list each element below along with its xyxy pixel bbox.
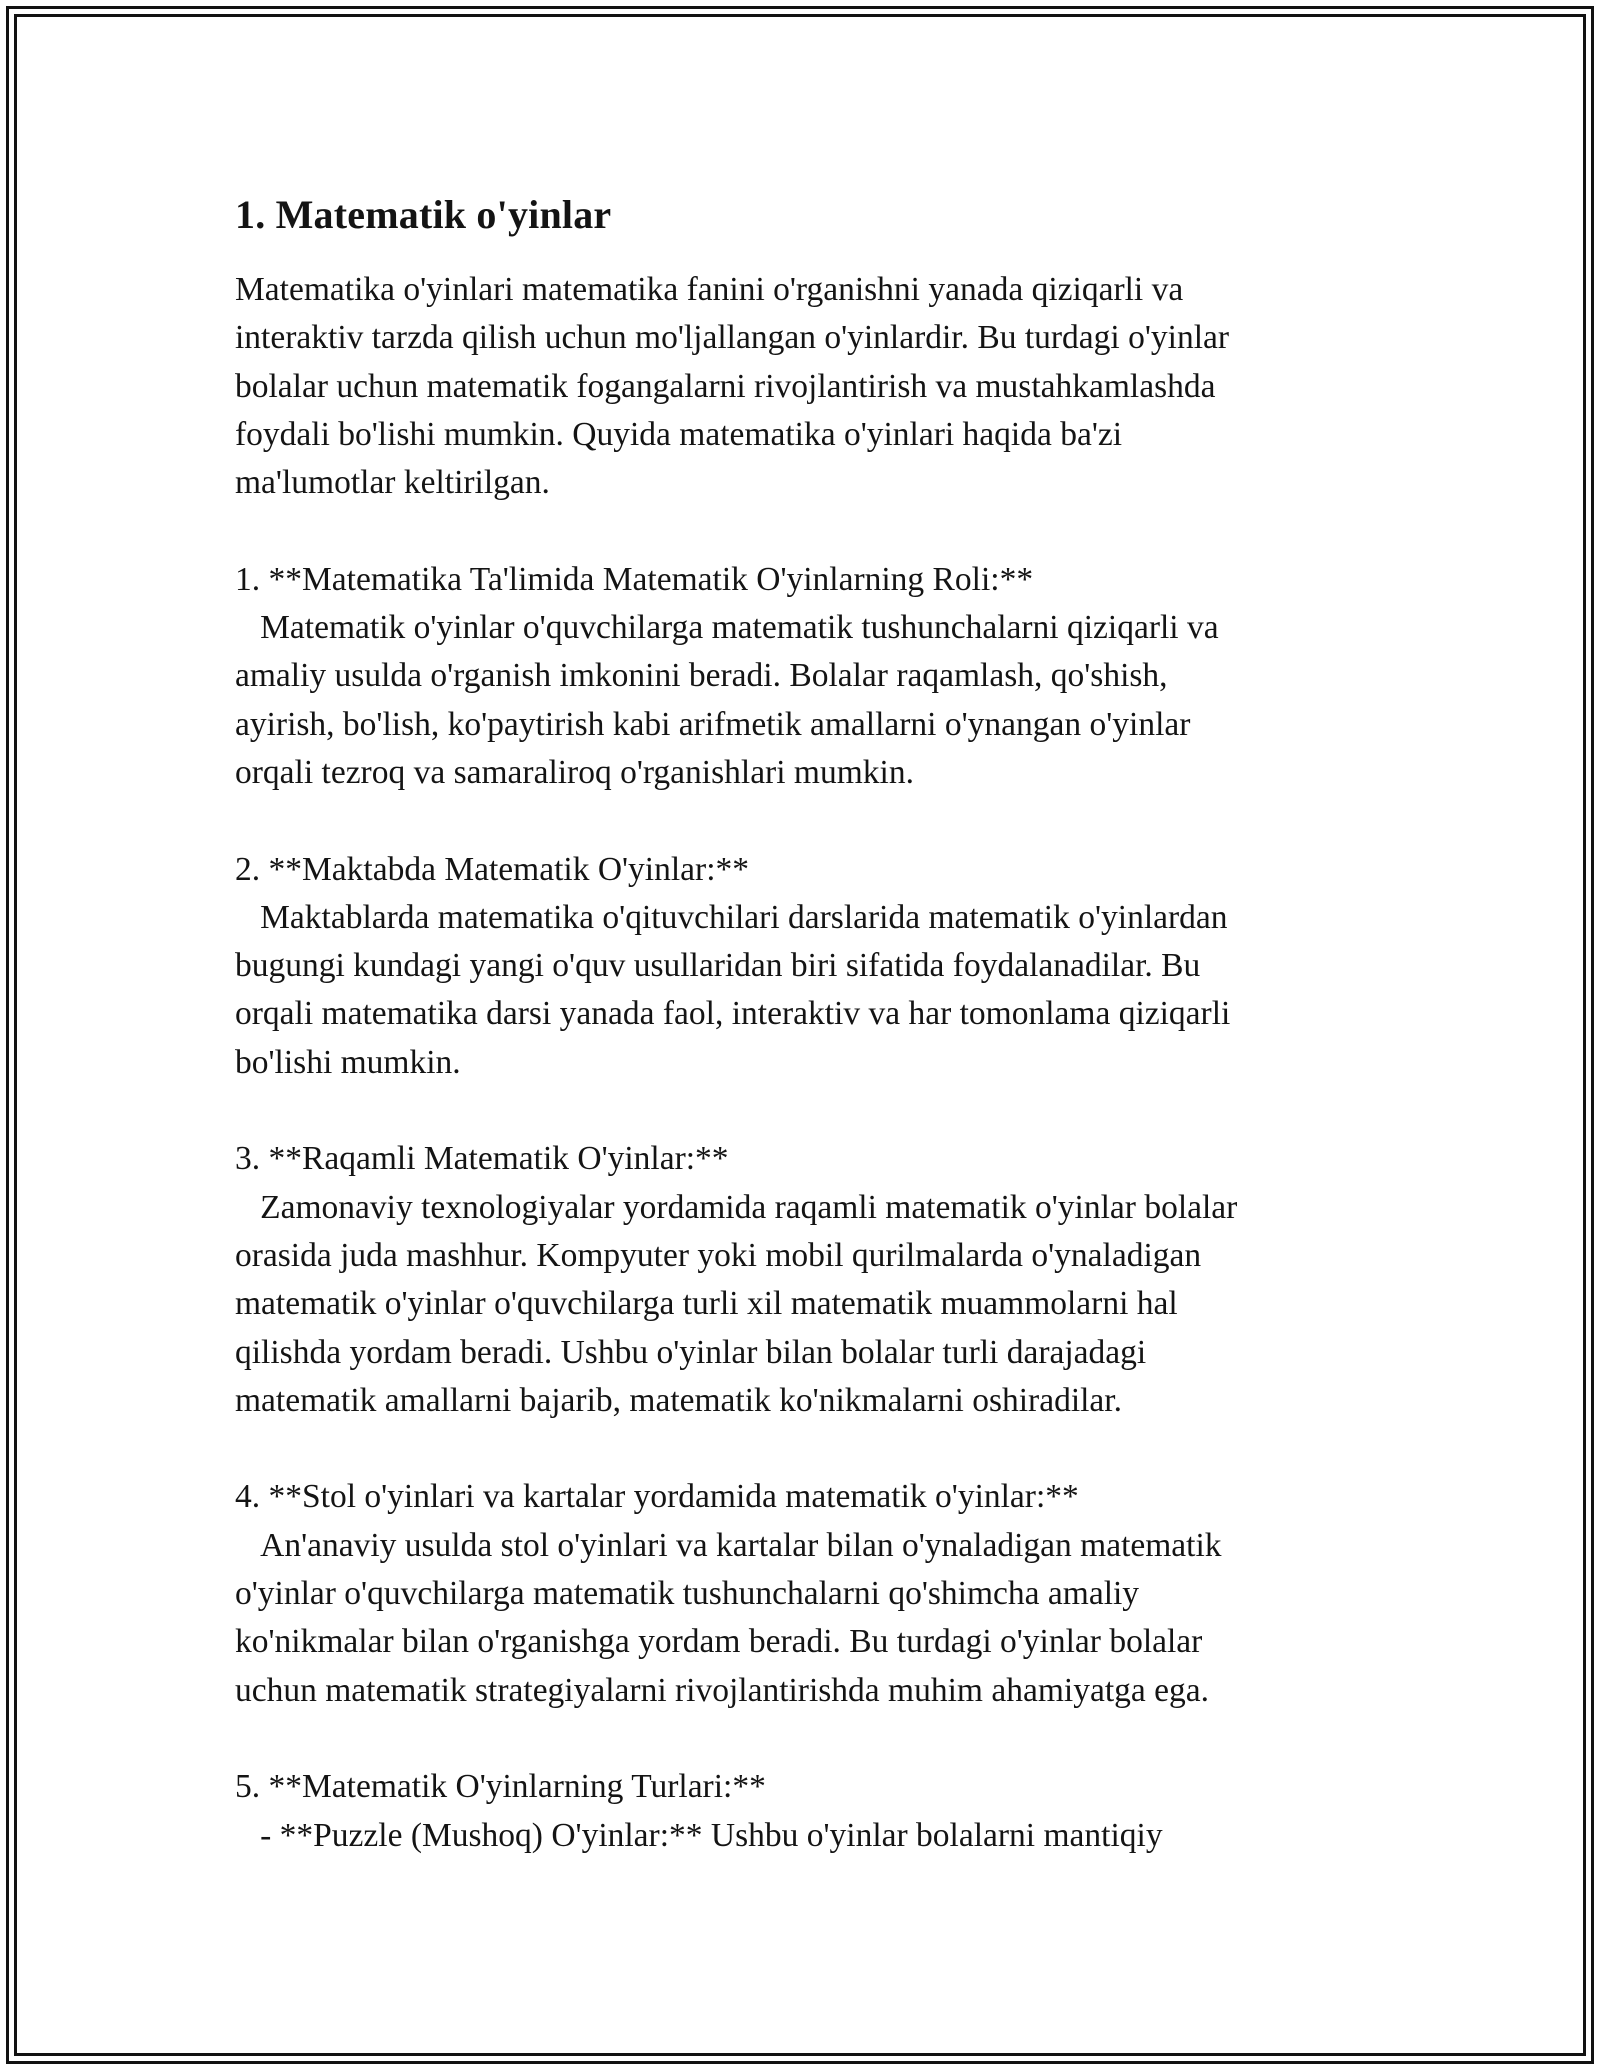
section-title-3: 3. **Raqamli Matematik O'yinlar:**	[235, 1140, 729, 1178]
section-body-5: - **Puzzle (Mushoq) O'yinlar:** Ushbu o'yinlar bolalarni mantiqiy	[235, 1816, 1163, 1854]
section-title-2: 2. **Maktabda Matematik O'yinlar:**	[235, 850, 749, 888]
intro-paragraph: Matematika o'yinlari matematika fanini o'rganishni yanada qiziqarli va interaktiv tarzda qilish uchun mo'ljallangan o'yinlardir. Bu turdagi o'yinlar bolalar uchun matematik fogangalarni rivojlantirish va mustahkamlashda foydali bo'lishi mumkin. Quyida matematika o'yinlari haqida ba'zi ma'lumotlar keltirilgan.	[235, 271, 1230, 502]
paragraph-gap	[235, 797, 1375, 845]
section-body-2: Maktablarda matematika o'qituvchilari darslarida matematik o'yinlardan bugungi kundagi yangi o'quv usullaridan biri sifatida foydalanadilar. Bu orqali matematika darsi yanada faol, interaktiv va har tomonlama qiziqarli bo'lishi mumkin.	[235, 898, 1231, 1081]
section-body-3: Zamonaviy texnologiyalar yordamida raqamli matematik o'yinlar bolalar orasida juda mashhur. Kompyuter yoki mobil qurilmalarda o'ynaladigan matematik o'yinlar o'quvchilarga turli xil matematik muammolarni hal qilishda yordam beradi. Ushbu o'yinlar bilan bolalar turli darajadagi matematik amallarni bajarib, matematik ko'nikmalarni oshiradilar.	[235, 1188, 1238, 1419]
paragraph-gap	[235, 1425, 1375, 1473]
section-title-1: 1. **Matematika Ta'limida Matematik O'yinlarning Roli:**	[235, 560, 1034, 598]
document-heading: 1. Matematik o'yinlar	[235, 192, 612, 237]
paragraph-gap	[235, 1715, 1375, 1763]
paragraph-gap	[235, 1087, 1375, 1135]
section-body-1: Matematik o'yinlar o'quvchilarga matematik tushunchalarni qiziqarli va amaliy usulda o'rganish imkonini beradi. Bolalar raqamlash, qo'shish, ayirish, bo'lish, ko'paytirish kabi arifmetik amallarni o'ynangan o'yinlar orqali tezroq va samaraliroq o'rganishlari mumkin.	[235, 609, 1219, 791]
section-title-4: 4. **Stol o'yinlari va kartalar yordamida matematik o'yinlar:**	[235, 1478, 1079, 1516]
paragraph-gap	[235, 507, 1375, 555]
section-body-4: An'anaviy usulda stol o'yinlari va kartalar bilan o'ynaladigan matematik o'yinlar o'quvchilarga matematik tushunchalarni qo'shimcha amaliy ko'nikmalar bilan o'rganishga yordam beradi. Bu turdagi o'yinlar bolalar uchun matematik strategiyalarni rivojlantirishda muhim ahamiyatga ega.	[235, 1526, 1222, 1709]
document-body	[235, 186, 1375, 1860]
section-title-5: 5. **Matematik O'yinlarning Turlari:**	[235, 1768, 766, 1806]
